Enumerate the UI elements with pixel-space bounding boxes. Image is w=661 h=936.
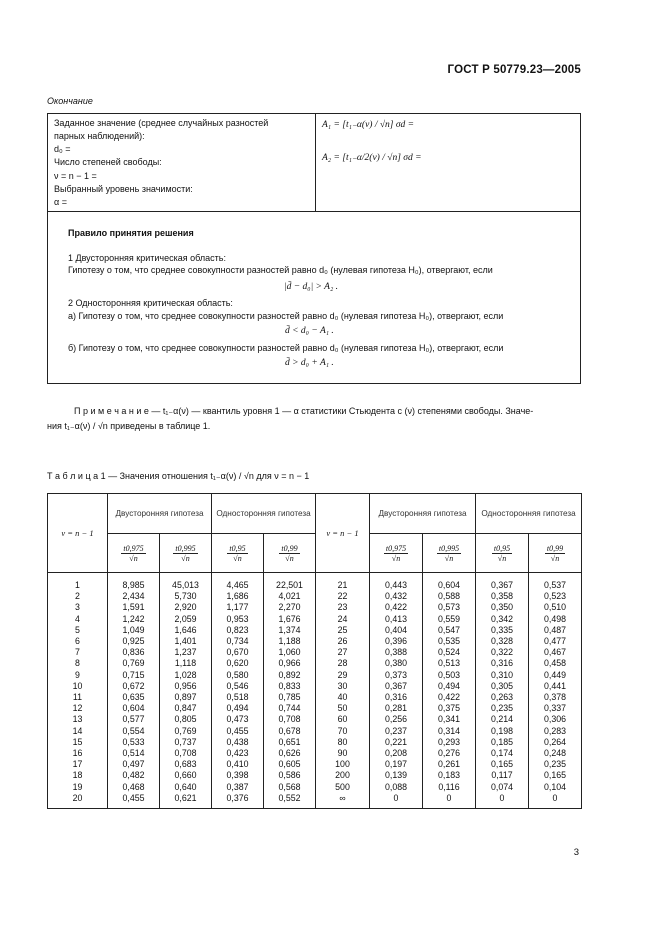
table-cell: 70 bbox=[316, 726, 370, 737]
table-cell: 0,316 bbox=[476, 658, 529, 669]
table-cell: 0 bbox=[423, 793, 476, 809]
table-cell: 0,104 bbox=[529, 782, 582, 793]
table-cell: 0,263 bbox=[476, 692, 529, 703]
table-cell: 0,805 bbox=[160, 714, 212, 725]
table-cell: 0,438 bbox=[212, 737, 264, 748]
quantile-label: t0,95 bbox=[229, 543, 246, 553]
table-cell: 0,605 bbox=[264, 759, 316, 770]
table-cell: 0,376 bbox=[212, 793, 264, 809]
quantile-header bbox=[108, 534, 160, 573]
rule2-head: 2 Односторонняя критическая область: bbox=[68, 298, 233, 308]
formula-a1: A₁ = [t₁₋α(ν) / √n] σd = bbox=[322, 120, 415, 130]
table-cell: 0,341 bbox=[423, 714, 476, 725]
table-cell: 0,498 bbox=[529, 614, 582, 625]
table-cell: 0,380 bbox=[370, 658, 423, 669]
table-cell: 15 bbox=[48, 737, 108, 748]
table-cell: 0,523 bbox=[529, 591, 582, 602]
table-cell: 0,847 bbox=[160, 703, 212, 714]
quantile-header bbox=[529, 534, 582, 573]
table-cell: 0,552 bbox=[264, 793, 316, 809]
table-cell: 0,396 bbox=[370, 636, 423, 647]
table-cell: 1,242 bbox=[108, 614, 160, 625]
quantile-header bbox=[264, 534, 316, 573]
table-cell: 45,013 bbox=[160, 573, 212, 592]
quantile-label: t0,99 bbox=[546, 543, 564, 553]
rule1-formula: |d̄ − d₀| > A₂ . bbox=[284, 282, 339, 292]
table-cell: 0,165 bbox=[476, 759, 529, 770]
table-body bbox=[48, 573, 582, 809]
table-cell: 0,953 bbox=[212, 614, 264, 625]
table-cell: 0,503 bbox=[423, 670, 476, 681]
table-cell: 80 bbox=[316, 737, 370, 748]
table-cell: 0,744 bbox=[264, 703, 316, 714]
table-cell: 0,497 bbox=[108, 759, 160, 770]
table-cell: 30 bbox=[316, 681, 370, 692]
table-row bbox=[48, 602, 582, 613]
table-cell: 0,577 bbox=[108, 714, 160, 725]
input-line: Число степеней свободы: bbox=[54, 157, 162, 167]
rule-title: Правило принятия решения bbox=[68, 228, 194, 238]
table-cell: 2,270 bbox=[264, 602, 316, 613]
table-cell: 1,177 bbox=[212, 602, 264, 613]
input-line: ν = n − 1 = bbox=[54, 171, 97, 181]
page-number: 3 bbox=[573, 847, 579, 858]
table-cell: 0,473 bbox=[212, 714, 264, 725]
quantile-header bbox=[212, 534, 264, 573]
table-row bbox=[48, 692, 582, 703]
table-cell: 0,678 bbox=[264, 726, 316, 737]
table-cell: 0,966 bbox=[264, 658, 316, 669]
decision-box bbox=[47, 113, 581, 384]
table-cell: 16 bbox=[48, 748, 108, 759]
table-cell: 0,586 bbox=[264, 770, 316, 781]
quantile-header bbox=[423, 534, 476, 573]
table-cell: 1,374 bbox=[264, 625, 316, 636]
note-line2: ния t₁₋α(ν) / √n приведены в таблице 1. bbox=[47, 421, 211, 431]
table-cell: 0,214 bbox=[476, 714, 529, 725]
table-cell: 60 bbox=[316, 714, 370, 725]
input-line: α = bbox=[54, 197, 67, 207]
table-cell: 0,785 bbox=[264, 692, 316, 703]
table-cell: 0,651 bbox=[264, 737, 316, 748]
table-cell: 1,188 bbox=[264, 636, 316, 647]
table-cell: 1,028 bbox=[160, 670, 212, 681]
table-cell: 0,477 bbox=[529, 636, 582, 647]
table-cell: 2,434 bbox=[108, 591, 160, 602]
table-cell: 18 bbox=[48, 770, 108, 781]
table-cell: 0,537 bbox=[529, 573, 582, 592]
table-cell: 0,306 bbox=[529, 714, 582, 725]
table-cell: 0,626 bbox=[264, 748, 316, 759]
table-row bbox=[48, 714, 582, 725]
table-cell: 500 bbox=[316, 782, 370, 793]
table-cell: 13 bbox=[48, 714, 108, 725]
table-cell: 0,404 bbox=[370, 625, 423, 636]
group-two-sided-right: Двусторонняя гипотеза bbox=[370, 494, 476, 534]
rule2b-formula: d̄ > d₀ + A₁ . bbox=[285, 358, 334, 368]
table-cell: 0,925 bbox=[108, 636, 160, 647]
table-cell: 0,547 bbox=[423, 625, 476, 636]
table-cell: 0,683 bbox=[160, 759, 212, 770]
table-cell: 0,116 bbox=[423, 782, 476, 793]
table-cell: ∞ bbox=[316, 793, 370, 809]
table-cell: 0,836 bbox=[108, 647, 160, 658]
table-cell: 0,604 bbox=[423, 573, 476, 592]
table-cell: 0,276 bbox=[423, 748, 476, 759]
table-row bbox=[48, 614, 582, 625]
table-cell: 0,554 bbox=[108, 726, 160, 737]
table-cell: 19 bbox=[48, 782, 108, 793]
sqrt-n-label: √n bbox=[444, 553, 454, 563]
table-cell: 0,956 bbox=[160, 681, 212, 692]
table-cell: 0,823 bbox=[212, 625, 264, 636]
table-cell: 0 bbox=[370, 793, 423, 809]
table-cell: 21 bbox=[316, 573, 370, 592]
quantile-label: t0,975 bbox=[385, 543, 407, 553]
table-cell: 14 bbox=[48, 726, 108, 737]
table-cell: 0,398 bbox=[212, 770, 264, 781]
table-cell: 0,235 bbox=[476, 703, 529, 714]
table-cell: 0,410 bbox=[212, 759, 264, 770]
table-cell: 29 bbox=[316, 670, 370, 681]
table-cell: 23 bbox=[316, 602, 370, 613]
table-cell: 50 bbox=[316, 703, 370, 714]
input-line: Выбранный уровень значимости: bbox=[54, 184, 193, 194]
table-cell: 0,715 bbox=[108, 670, 160, 681]
table-cell: 0,373 bbox=[370, 670, 423, 681]
table-cell: 0,261 bbox=[423, 759, 476, 770]
table-row bbox=[48, 793, 582, 809]
table-cell: 1 bbox=[48, 573, 108, 592]
table-cell: 0,314 bbox=[423, 726, 476, 737]
table-caption: Т а б л и ц а 1 — Значения отношения t₁₋α(ν) / √n для ν = n − 1 bbox=[47, 471, 310, 481]
table-cell: 5 bbox=[48, 625, 108, 636]
table-cell: 0,708 bbox=[264, 714, 316, 725]
table-cell: 0,305 bbox=[476, 681, 529, 692]
table-row bbox=[48, 770, 582, 781]
table-cell: 0,635 bbox=[108, 692, 160, 703]
table-cell: 0,248 bbox=[529, 748, 582, 759]
rule1-head: 1 Двусторонняя критическая область: bbox=[68, 253, 226, 263]
table-cell: 25 bbox=[316, 625, 370, 636]
table-cell: 0,588 bbox=[423, 591, 476, 602]
table-cell: 0,316 bbox=[370, 692, 423, 703]
quantile-table bbox=[47, 493, 582, 809]
table-cell: 1,060 bbox=[264, 647, 316, 658]
note-line1: П р и м е ч а н и е — t₁₋α(ν) — квантиль уровня 1 — α статистики Стьюдента с (ν) степенями свободы. Значе- bbox=[74, 406, 534, 416]
table-cell: 0,769 bbox=[108, 658, 160, 669]
table-cell: 0,165 bbox=[529, 770, 582, 781]
table-cell: 0,568 bbox=[264, 782, 316, 793]
rule2a-formula: d̄ < d₀ − A₁ . bbox=[285, 326, 334, 336]
table-cell: 0,487 bbox=[529, 625, 582, 636]
table-row bbox=[48, 658, 582, 669]
table-cell: 0,449 bbox=[529, 670, 582, 681]
table-cell: 0,455 bbox=[108, 793, 160, 809]
table-cell: 0,293 bbox=[423, 737, 476, 748]
table-cell: 0,833 bbox=[264, 681, 316, 692]
table-cell: 4 bbox=[48, 614, 108, 625]
table-cell: 0,769 bbox=[160, 726, 212, 737]
input-line: d₀ = bbox=[54, 144, 71, 154]
table-cell: 0 bbox=[476, 793, 529, 809]
table-cell: 5,730 bbox=[160, 591, 212, 602]
table-cell: 0,660 bbox=[160, 770, 212, 781]
table-cell: 0,310 bbox=[476, 670, 529, 681]
table-row bbox=[48, 737, 582, 748]
table-cell: 3 bbox=[48, 602, 108, 613]
table-cell: 0,518 bbox=[212, 692, 264, 703]
table-cell: 8 bbox=[48, 658, 108, 669]
table-cell: 0 bbox=[529, 793, 582, 809]
table-cell: 0,494 bbox=[212, 703, 264, 714]
table-row bbox=[48, 647, 582, 658]
table-cell: 0,221 bbox=[370, 737, 423, 748]
table-cell: 0,256 bbox=[370, 714, 423, 725]
table-cell: 0,281 bbox=[370, 703, 423, 714]
table-cell: 0,335 bbox=[476, 625, 529, 636]
formula-a2: A₂ = [t₁₋α/2(ν) / √n] σd = bbox=[322, 153, 422, 163]
table-cell: 0,892 bbox=[264, 670, 316, 681]
table-cell: 0,185 bbox=[476, 737, 529, 748]
quantile-header bbox=[370, 534, 423, 573]
table-cell: 0,378 bbox=[529, 692, 582, 703]
table-cell: 0,482 bbox=[108, 770, 160, 781]
table-row bbox=[48, 681, 582, 692]
table-cell: 9 bbox=[48, 670, 108, 681]
table-cell: 40 bbox=[316, 692, 370, 703]
group-one-sided-right: Односторонняя гипотеза bbox=[476, 494, 582, 534]
table-cell: 0,367 bbox=[370, 681, 423, 692]
table-cell: 1,118 bbox=[160, 658, 212, 669]
sqrt-n-label: √n bbox=[550, 553, 560, 563]
sqrt-n-label: √n bbox=[285, 553, 294, 563]
table-cell: 0,640 bbox=[160, 782, 212, 793]
table-cell: 0,388 bbox=[370, 647, 423, 658]
table-cell: 0,387 bbox=[212, 782, 264, 793]
table-cell: 0,573 bbox=[423, 602, 476, 613]
table-cell: 1,686 bbox=[212, 591, 264, 602]
table-cell: 1,049 bbox=[108, 625, 160, 636]
table-row bbox=[48, 670, 582, 681]
document-id: ГОСТ Р 50779.23—2005 bbox=[447, 64, 581, 76]
nu-header-right: ν = n − 1 bbox=[316, 494, 370, 573]
sqrt-n-label: √n bbox=[391, 553, 401, 563]
table-cell: 0,422 bbox=[370, 602, 423, 613]
table-cell: 0,443 bbox=[370, 573, 423, 592]
table-cell: 1,591 bbox=[108, 602, 160, 613]
table-cell: 7 bbox=[48, 647, 108, 658]
table-cell: 2,920 bbox=[160, 602, 212, 613]
rule2b-text: б) Гипотезу о том, что среднее совокупности разностей равно d₀ (нулевая гипотеза H₀), отвергают, если bbox=[68, 343, 504, 353]
quantile-header bbox=[476, 534, 529, 573]
table-cell: 1,676 bbox=[264, 614, 316, 625]
table-cell: 0,235 bbox=[529, 759, 582, 770]
table-cell: 0,494 bbox=[423, 681, 476, 692]
table-cell: 90 bbox=[316, 748, 370, 759]
table-cell: 0,422 bbox=[423, 692, 476, 703]
table-cell: 0,208 bbox=[370, 748, 423, 759]
table-cell: 4,021 bbox=[264, 591, 316, 602]
table-cell: 0,183 bbox=[423, 770, 476, 781]
table-cell: 0,670 bbox=[212, 647, 264, 658]
table-cell: 0,358 bbox=[476, 591, 529, 602]
table-cell: 0,533 bbox=[108, 737, 160, 748]
table-cell: 0,510 bbox=[529, 602, 582, 613]
table-cell: 6 bbox=[48, 636, 108, 647]
table-row bbox=[48, 625, 582, 636]
table-cell: 0,174 bbox=[476, 748, 529, 759]
table-cell: 0,198 bbox=[476, 726, 529, 737]
table-cell: 1,237 bbox=[160, 647, 212, 658]
rule1-text: Гипотезу о том, что среднее совокупности разностей равно d₀ (нулевая гипотеза H₀), отвергают, если bbox=[68, 265, 493, 275]
table-cell: 27 bbox=[316, 647, 370, 658]
table-cell: 0,088 bbox=[370, 782, 423, 793]
table-row bbox=[48, 759, 582, 770]
table-cell: 2 bbox=[48, 591, 108, 602]
table-cell: 0,423 bbox=[212, 748, 264, 759]
quantile-label: t0,99 bbox=[281, 543, 298, 553]
table-cell: 0,375 bbox=[423, 703, 476, 714]
table-cell: 0,237 bbox=[370, 726, 423, 737]
table-cell: 0,350 bbox=[476, 602, 529, 613]
table-cell: 17 bbox=[48, 759, 108, 770]
table-cell: 0,672 bbox=[108, 681, 160, 692]
table-cell: 0,734 bbox=[212, 636, 264, 647]
table-row bbox=[48, 748, 582, 759]
table-cell: 0,604 bbox=[108, 703, 160, 714]
sqrt-n-label: √n bbox=[129, 553, 138, 563]
group-one-sided-left: Односторонняя гипотеза bbox=[212, 494, 316, 534]
table-cell: 4,465 bbox=[212, 573, 264, 592]
table-cell: 0,432 bbox=[370, 591, 423, 602]
table-cell: 0,580 bbox=[212, 670, 264, 681]
table-cell: 200 bbox=[316, 770, 370, 781]
quantile-subheader bbox=[48, 534, 582, 573]
table-cell: 0,513 bbox=[423, 658, 476, 669]
table-cell: 0,367 bbox=[476, 573, 529, 592]
table-row bbox=[48, 726, 582, 737]
table-cell: 0,337 bbox=[529, 703, 582, 714]
table-cell: 0,468 bbox=[108, 782, 160, 793]
table-cell: 0,621 bbox=[160, 793, 212, 809]
table-cell: 0,897 bbox=[160, 692, 212, 703]
table-cell: 0,455 bbox=[212, 726, 264, 737]
quantile-label: t0,995 bbox=[438, 543, 460, 553]
sqrt-n-label: √n bbox=[181, 553, 190, 563]
table-cell: 0,514 bbox=[108, 748, 160, 759]
table-cell: 0,322 bbox=[476, 647, 529, 658]
table-cell: 12 bbox=[48, 703, 108, 714]
table-cell: 0,197 bbox=[370, 759, 423, 770]
rule2a-text: а) Гипотезу о том, что среднее совокупности разностей равно d₀ (нулевая гипотеза H₀), отвергают, если bbox=[68, 311, 504, 321]
table-cell: 1,401 bbox=[160, 636, 212, 647]
table-cell: 0,535 bbox=[423, 636, 476, 647]
table-cell: 28 bbox=[316, 658, 370, 669]
table-cell: 0,737 bbox=[160, 737, 212, 748]
input-divider bbox=[315, 114, 316, 211]
table-cell: 26 bbox=[316, 636, 370, 647]
table-cell: 0,546 bbox=[212, 681, 264, 692]
table-cell: 0,074 bbox=[476, 782, 529, 793]
sqrt-n-label: √n bbox=[497, 553, 507, 563]
quantile-label: t0,95 bbox=[493, 543, 511, 553]
table-row bbox=[48, 573, 582, 592]
quantile-label: t0,995 bbox=[175, 543, 196, 553]
table-cell: 0,264 bbox=[529, 737, 582, 748]
table-row bbox=[48, 636, 582, 647]
table-cell: 0,413 bbox=[370, 614, 423, 625]
table-cell: 0,620 bbox=[212, 658, 264, 669]
table-cell: 0,467 bbox=[529, 647, 582, 658]
quantile-header bbox=[160, 534, 212, 573]
nu-header-left: ν = n − 1 bbox=[48, 494, 108, 573]
table-cell: 0,342 bbox=[476, 614, 529, 625]
table-cell: 2,059 bbox=[160, 614, 212, 625]
table-cell: 24 bbox=[316, 614, 370, 625]
table-cell: 0,458 bbox=[529, 658, 582, 669]
table-cell: 0,328 bbox=[476, 636, 529, 647]
table-cell: 0,441 bbox=[529, 681, 582, 692]
table-cell: 22,501 bbox=[264, 573, 316, 592]
group-two-sided-left: Двусторонняя гипотеза bbox=[108, 494, 212, 534]
table-cell: 1,646 bbox=[160, 625, 212, 636]
table-cell: 8,985 bbox=[108, 573, 160, 592]
table-cell: 0,559 bbox=[423, 614, 476, 625]
input-line: Заданное значение (среднее случайных разностей bbox=[54, 118, 269, 128]
continuation-label: Окончание bbox=[47, 96, 93, 106]
table-cell: 0,139 bbox=[370, 770, 423, 781]
table-row bbox=[48, 782, 582, 793]
table-cell: 0,524 bbox=[423, 647, 476, 658]
table-cell: 0,708 bbox=[160, 748, 212, 759]
table-cell: 22 bbox=[316, 591, 370, 602]
table-cell: 10 bbox=[48, 681, 108, 692]
input-line: парных наблюдений): bbox=[54, 131, 145, 141]
table-cell: 0,117 bbox=[476, 770, 529, 781]
table-cell: 100 bbox=[316, 759, 370, 770]
sqrt-n-label: √n bbox=[233, 553, 242, 563]
table-row bbox=[48, 591, 582, 602]
table-cell: 20 bbox=[48, 793, 108, 809]
table-cell: 11 bbox=[48, 692, 108, 703]
quantile-label: t0,975 bbox=[123, 543, 144, 553]
table-cell: 0,283 bbox=[529, 726, 582, 737]
table-row bbox=[48, 703, 582, 714]
